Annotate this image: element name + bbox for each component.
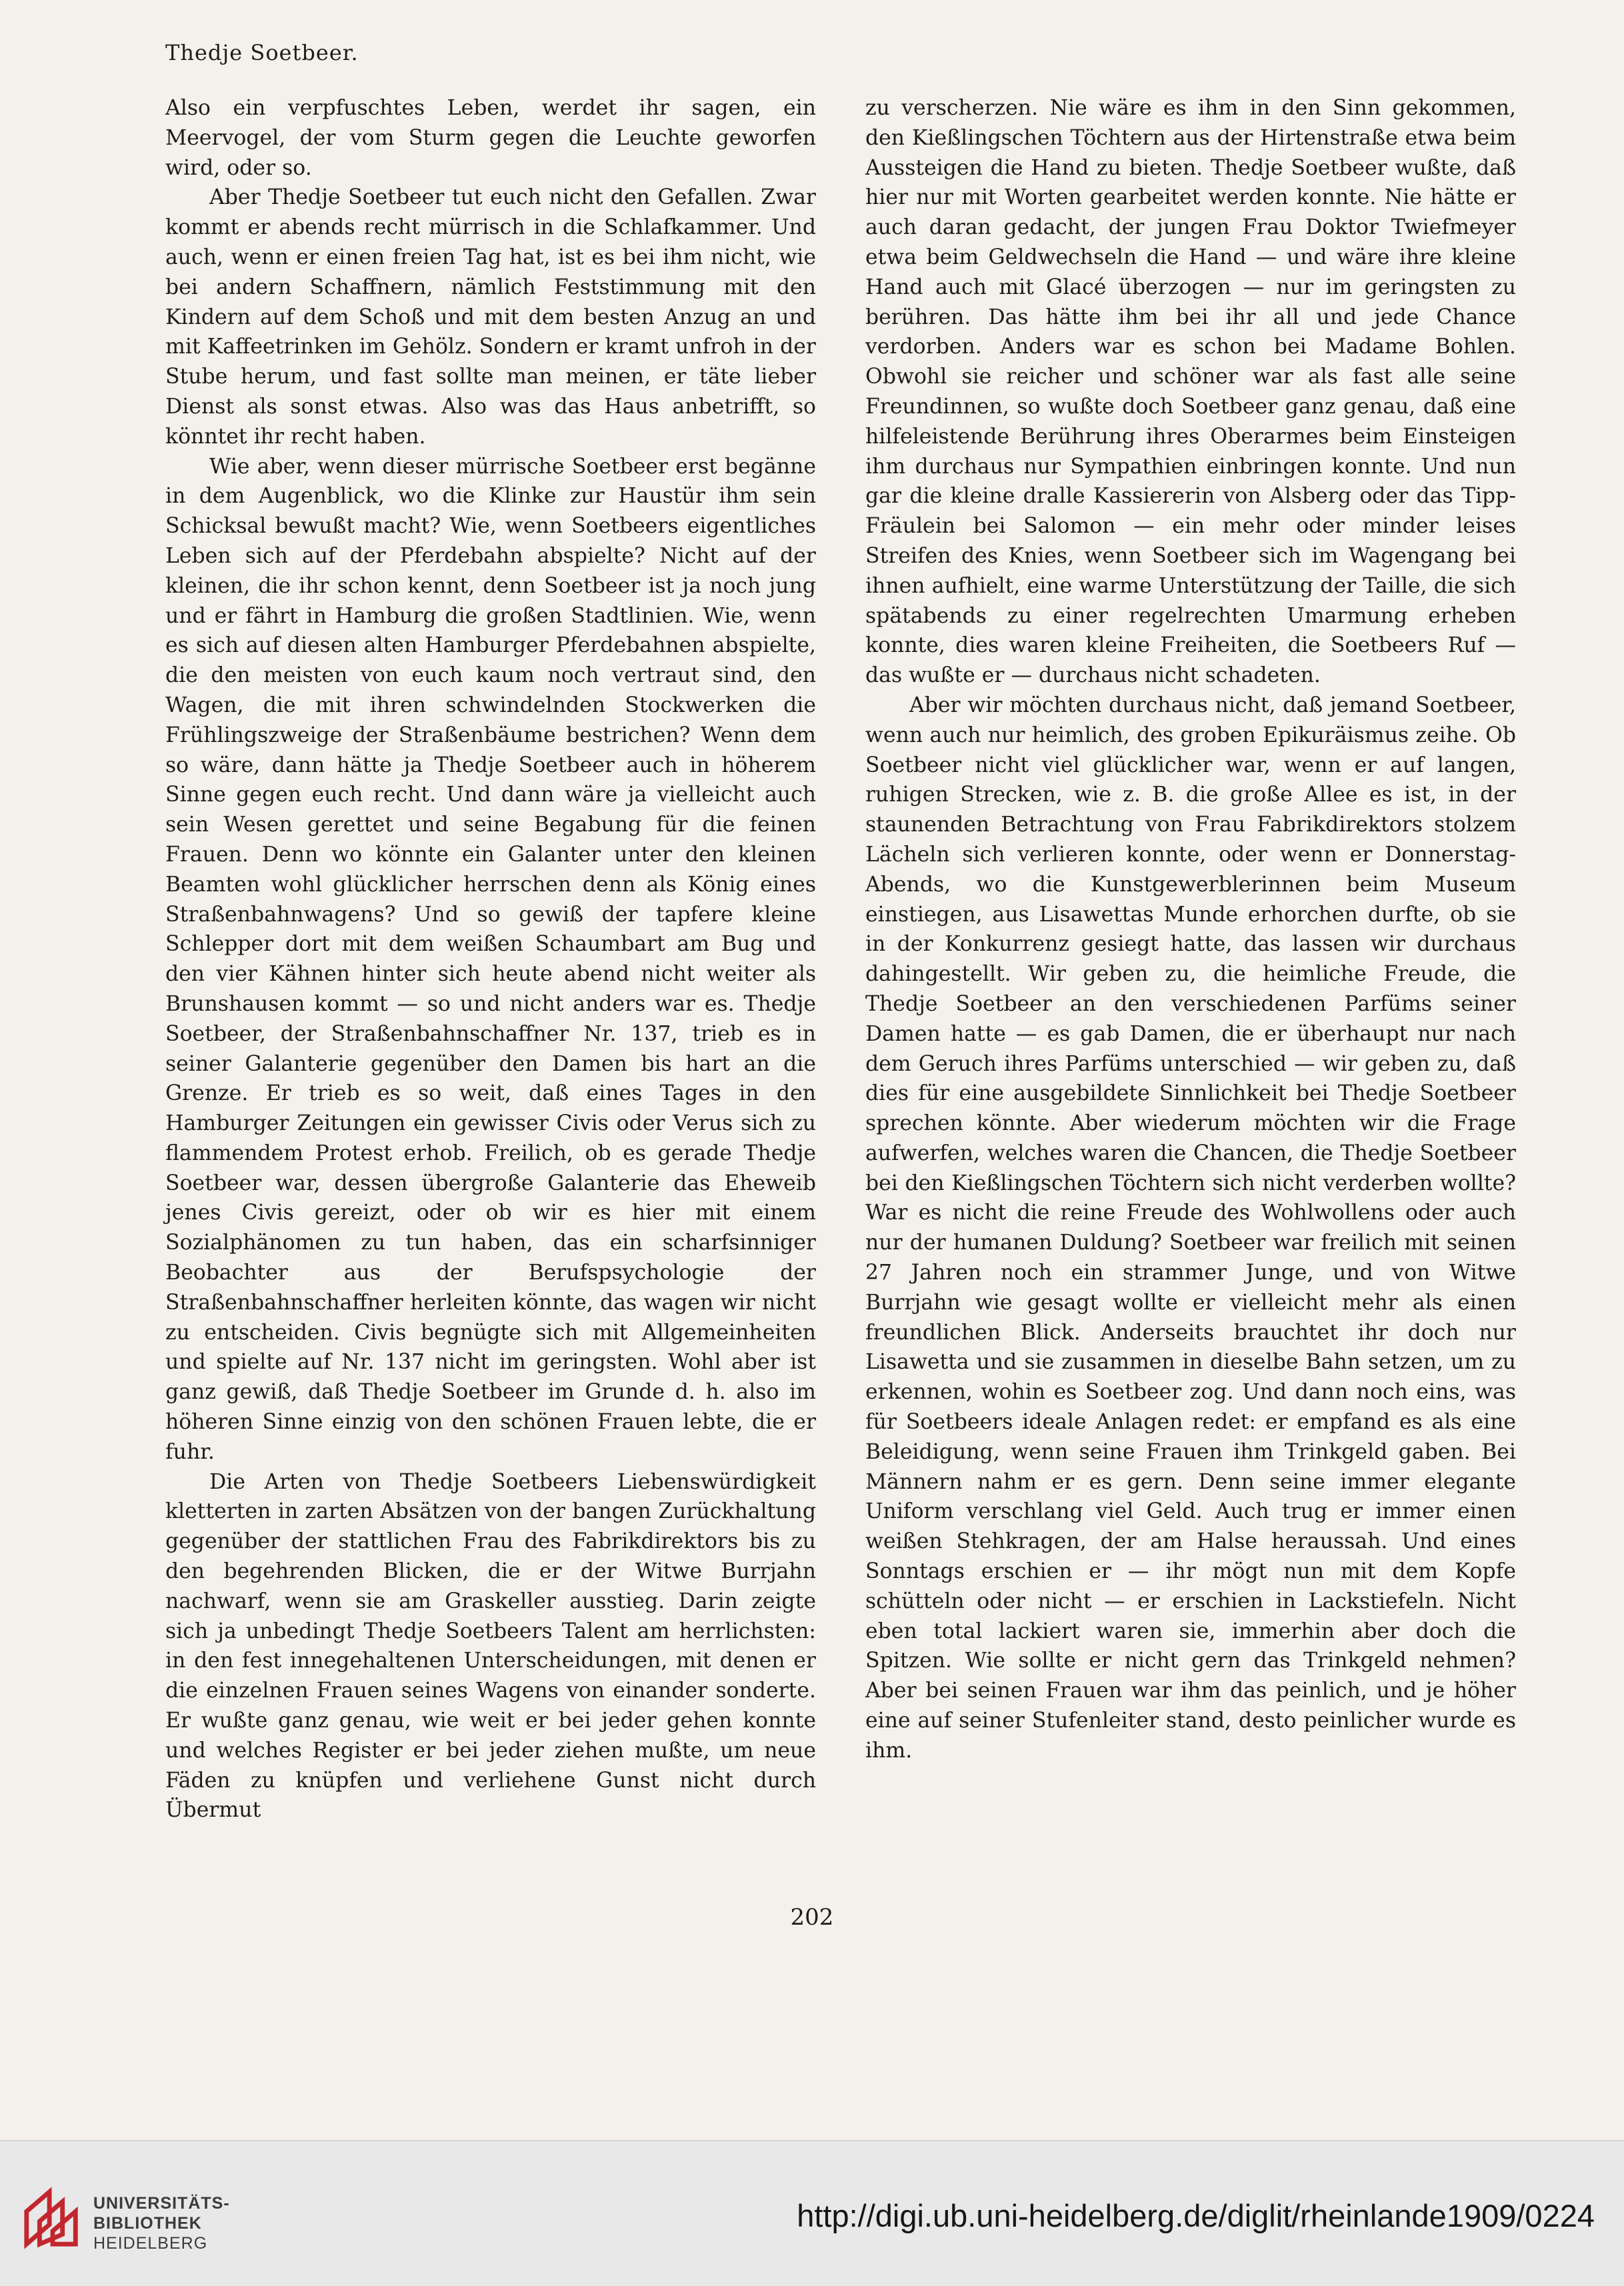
right-column	[865, 93, 1516, 1766]
paragraph: Aber Thedje Soetbeer tut euch nicht den Gefallen. Zwar kommt er abends recht mürrisch in die Schlafkammer. Und auch, wenn er einen freien Tag hat, ist es bei ihm nicht, wie bei andern Schaffnern, nämlich Feststimmung mit den Kindern auf dem Schoß und mit dem besten Anzug an und mit Kaffeetrinken im Gehölz. Sondern er kramt unfroh in der Stube herum, und fast sollte man meinen, er täte lieber Dienst als sonst etwas. Also was das Haus anbetrifft, so könntet ihr recht haben.	[165, 185, 816, 449]
footer-bar	[0, 2140, 1624, 2286]
library-name-line: UNIVERSITÄTS-	[93, 2194, 230, 2213]
paragraph: Wie aber, wenn dieser mürrische Soetbeer erst begänne in dem Augenblick, wo die Klinke zur Haustür ihm sein Schicksal bewußt macht? Wie, wenn Soetbeers eigentliches Leben sich auf der Pferdebahn abspielte? Nicht auf der kleinen, die ihr schon kennt, denn Soetbeer ist ja noch jung und er fährt in Hamburg die großen Stadtlinien. Wie, wenn es sich auf diesen alten Hamburger Pferdebahnen abspielte, die den meisten von euch kaum noch vertraut sind, den Wagen, die mit ihren schwindelnden Stockwerken die Frühlingszweige der Straßenbäume bestrichen? Wenn dem so wäre, dann hätte ja Thedje Soetbeer auch in höherem Sinne gegen euch recht. Und dann wäre ja vielleicht auch sein Wesen gerettet und seine Begabung für die feinen Frauen. Denn wo könnte ein Galanter unter den kleinen Beamten wohl glücklicher herrschen denn als König eines Straßenbahnwagens? Und so gewiß der tapfere kleine Schlepper dort mit dem weißen Schaumbart am Bug und den vier Kähnen hinter sich heute abend nicht weiter als Brunshausen kommt — so und nicht anders war es. Thedje Soetbeer, der Straßenbahnschaffner Nr. 137, trieb es in seiner Galanterie gegenüber den Damen bis hart an die Grenze. Er trieb es so weit, daß eines Tages in den Hamburger Zeitungen ein gewisser Civis oder Verus sich zu flammendem Protest erhob. Freilich, ob es gerade Thedje Soetbeer war, dessen übergroße Galanterie das Eheweib jenes Civis gereizt, oder ob wir es hier mit einem Sozialphänomen zu tun haben, das ein scharfsinniger Beobachter aus der Berufspsychologie der Straßenbahnschaffner herleiten könnte, das wagen wir nicht zu entscheiden. Civis begnügte sich mit Allgemeinheiten und spielte auf Nr. 137 nicht im geringsten. Wohl aber ist ganz gewiß, daß Thedje Soetbeer im Grunde d. h. also im höheren Sinne einzig von den schönen Frauen lebte, die er fuhr.	[165, 454, 816, 1464]
page-number: 202	[790, 1904, 834, 1931]
library-name-line: HEIDELBERG	[93, 2234, 208, 2253]
paragraph: Also ein verpfuschtes Leben, werdet ihr sagen, ein Meervogel, der vom Sturm gegen die Leuchte geworfen wird, oder so.	[165, 96, 816, 180]
library-logo-icon	[20, 2185, 85, 2251]
source-url-link[interactable]: http://digi.ub.uni-heidelberg.de/diglit/rheinlande1909/0224	[797, 2198, 1595, 2233]
paragraph: zu verscherzen. Nie wäre es ihm in den Sinn gekommen, den Kießlingschen Töchtern aus der Hirtenstraße etwa beim Aussteigen die Hand zu bieten. Thedje Soetbeer wußte, daß hier nur mit Worten gearbeitet werden konnte. Nie hätte er auch daran gedacht, der jungen Frau Doktor Twiefmeyer etwa beim Geldwechseln die Hand — und wäre ihre kleine Hand auch mit Glacé überzogen — nur im geringsten zu berühren. Das hätte ihm bei ihr all und jede Chance verdorben. Anders war es schon bei Madame Bohlen. Obwohl sie reicher und schöner war als fast alle seine Freundinnen, so wußte doch Soetbeer ganz genau, daß eine hilfeleistende Berührung ihres Oberarmes beim Einsteigen ihm durchaus nur Sympathien einbringen konnte. Und nun gar die kleine dralle Kassiererin von Alsberg oder das Tipp-Fräulein bei Salomon — ein mehr oder minder leises Streifen des Knies, wenn Soetbeer sich im Wagengang bei ihnen aufhielt, eine warme Unterstützung der Taille, die sich spätabends zu einer regelrechten Umarmung erheben konnte, dies waren kleine Freiheiten, die Soetbeers Ruf — das wußte er — durchaus nicht schadeten.	[865, 96, 1516, 688]
library-name	[93, 2193, 230, 2253]
left-column	[165, 93, 816, 1825]
paragraph: Die Arten von Thedje Soetbeers Liebenswürdigkeit kletterten in zarten Absätzen von der bangen Zurückhaltung gegenüber der stattlichen Frau des Fabrikdirektors bis zu den begehrenden Blicken, die er der Witwe Burrjahn nachwarf, wenn sie am Graskeller ausstieg. Darin zeigte sich ja unbedingt Thedje Soetbeers Talent am herrlichsten: in den fest innegehaltenen Unterscheidungen, mit denen er die einzelnen Frauen seines Wagens von einander sonderte. Er wußte ganz genau, wie weit er bei jeder gehen konnte und welches Register er bei jeder ziehen mußte, um neue Fäden zu knüpfen und verliehene Gunst nicht durch Übermut	[165, 1469, 816, 1823]
library-name-line: BIBLIOTHEK	[93, 2214, 202, 2233]
paragraph: Aber wir möchten durchaus nicht, daß jemand Soetbeer, wenn auch nur heimlich, des groben Epikuräismus zeihe. Ob Soetbeer nicht viel glücklicher war, wenn er auf langen, ruhigen Strecken, wie z. B. die große Allee es ist, in der staunenden Betrachtung von Frau Fabrikdirektors stolzem Lächeln sich verlieren konnte, oder wenn er Donnerstag-Abends, wo die Kunstgewerblerinnen beim Museum einstiegen, aus Lisawettas Munde erhorchen durfte, ob sie in der Konkurrenz gesiegt hatte, das lassen wir durchaus dahingestellt. Wir geben zu, die heimliche Freude, die Thedje Soetbeer an den verschiedenen Parfüms seiner Damen hatte — es gab Damen, die er überhaupt nur nach dem Geruch ihres Parfüms unterschied — wir geben zu, daß dies für eine ausgebildete Sinnlichkeit bei Thedje Soetbeer sprechen könnte. Aber wiederum möchten wir die Frage aufwerfen, welches waren die Chancen, die Thedje Soetbeer bei den Kießlingschen Töchtern sich nicht verderben wollte? War es nicht die reine Freude des Wohlwollens oder auch nur der humanen Duldung? Soetbeer war freilich mit seinen 27 Jahren noch ein strammer Junge, und von Witwe Burrjahn wie gesagt wollte er vielleicht mehr als einen freundlichen Blick. Anderseits brauchtet ihr doch nur Lisawetta und sie zusammen in dieselbe Bahn setzen, um zu erkennen, wohin es Soetbeer zog. Und dann noch eins, was für Soetbeers ideale Anlagen redet: er empfand es als eine Beleidigung, wenn seine Frauen ihm Trinkgeld gaben. Bei Männern nahm er es gern. Denn seine immer elegante Uniform verschlang viel Geld. Auch trug er immer einen weißen Stehkragen, der am Halse heraussah. Und eines Sonntags erschien er — ihr mögt nun mit dem Kopfe schütteln oder nicht — er erschien in Lackstiefeln. Nicht eben total lackiert waren sie, immerhin aber doch die Spitzen. Wie sollte er nicht gern das Trinkgeld nehmen? Aber bei seinen Frauen war ihm das peinlich, und je höher eine auf seiner Stufenleiter stand, desto peinlicher wurde es ihm.	[865, 693, 1516, 1763]
running-head: Thedje Soetbeer.	[165, 40, 359, 65]
